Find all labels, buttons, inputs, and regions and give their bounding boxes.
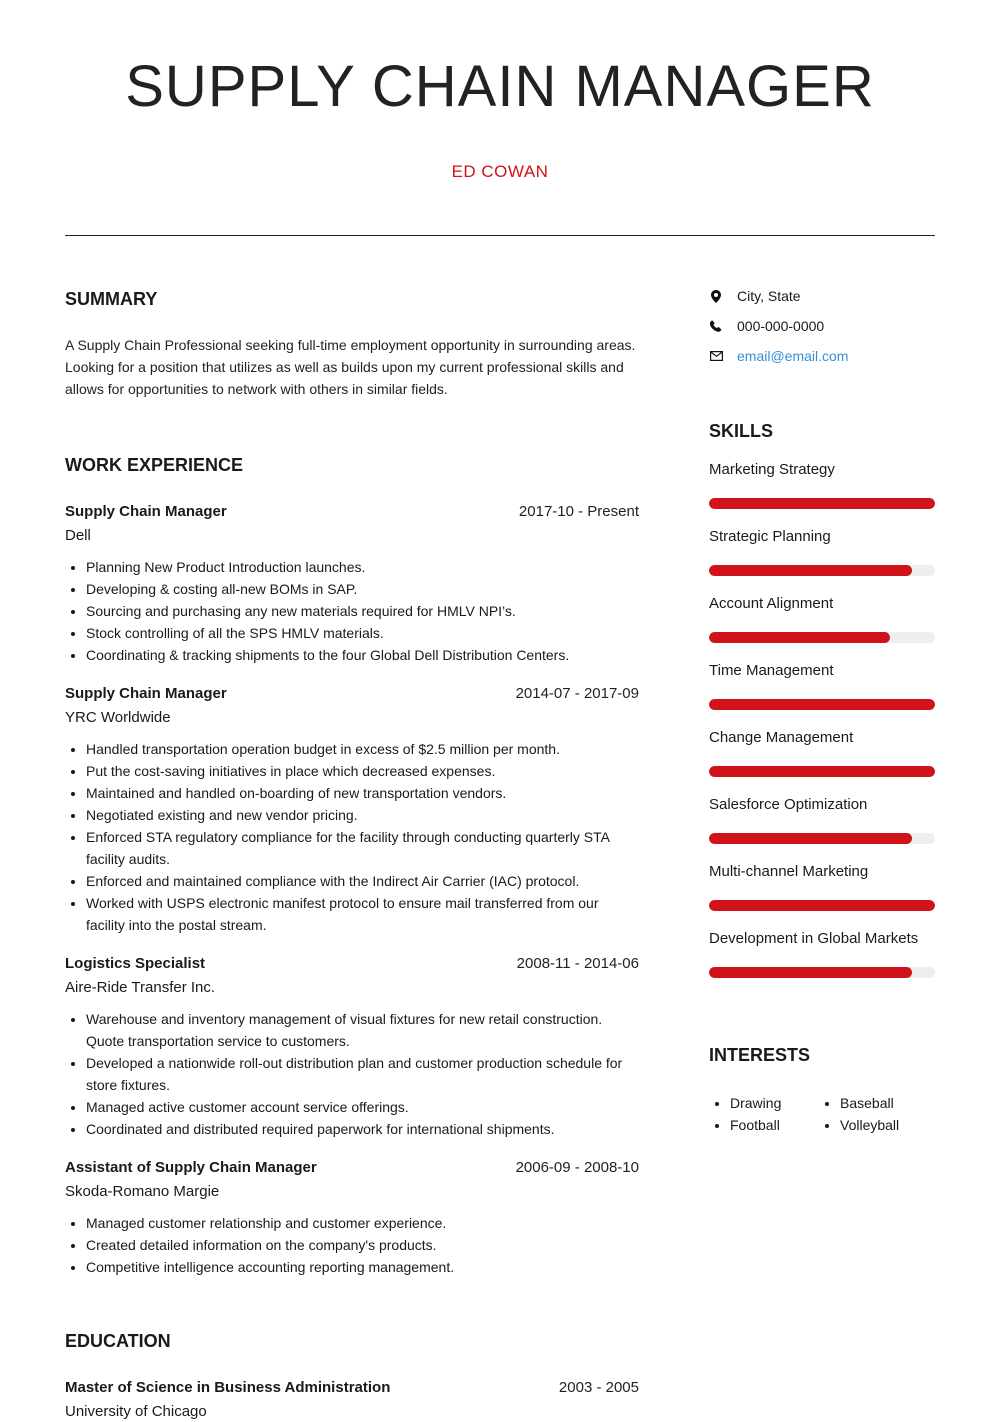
job-entry [65,954,639,1140]
skill-bar-track [709,766,935,777]
interests-list [709,1092,935,1136]
job-bullet: • Sourcing and purchasing any new materials required for HMLV NPI’s. [86,600,639,622]
job-bullet: • Negotiated existing and new vendor pricing. [86,804,639,826]
phone-text: 000-000-0000 [737,318,825,334]
interests-heading: INTERESTS [709,1045,811,1065]
job-bullet: • Competitive intelligence accounting reporting management. [86,1256,639,1278]
header-divider [65,235,935,236]
job-company: Skoda-Romano Margie [65,1183,220,1200]
skill-item [709,527,935,576]
education-degree: Master of Science in Business Administration [65,1379,391,1396]
interest-item: • Football [730,1114,819,1136]
job-bullet: • Coordinated and distributed required paperwork for international shipments. [86,1118,639,1140]
skill-bar-fill [709,632,890,643]
job-bullet: • Developing & costing all-new BOMs in SAP. [86,578,639,600]
skill-bar-track [709,833,935,844]
map-pin-icon [709,289,723,303]
skill-name: Strategic Planning [709,528,831,545]
skill-bar-track [709,632,935,643]
skills-list [709,460,935,978]
skill-bar-fill [709,699,935,710]
envelope-icon [709,349,723,363]
skill-name: Time Management [709,662,834,679]
job-bullet: • Handled transportation operation budget in excess of $2.5 million per month. [86,738,639,760]
job-entry [65,1158,639,1278]
sidebar [709,286,935,1136]
work-experience-heading: WORK EXPERIENCE [65,455,244,475]
education-heading: EDUCATION [65,1331,171,1351]
job-company: Dell [65,527,91,544]
skill-bar-fill [709,833,912,844]
skill-bar-track [709,900,935,911]
email-link[interactable]: email@email.com [737,348,849,364]
skill-bar-track [709,967,935,978]
interests-column [819,1092,929,1136]
interest-item: • Drawing [730,1092,819,1114]
education-dates: 2003 - 2005 [558,1379,639,1396]
job-company: YRC Worldwide [65,709,171,726]
skill-item [709,795,935,844]
skill-bar-fill [709,967,912,978]
skill-bar-fill [709,498,935,509]
skill-name: Change Management [709,729,854,746]
main-column [65,288,639,1422]
contact-email[interactable] [709,346,935,366]
job-bullets [65,1212,639,1278]
job-bullet: • Created detailed information on the company's products. [86,1234,639,1256]
job-bullet: • Coordinating & tracking shipments to the four Global Dell Distribution Centers. [86,644,639,666]
job-bullets [65,738,639,936]
skill-item [709,728,935,777]
location-text: City, State [737,288,801,304]
skill-bar-track [709,565,935,576]
job-role: Logistics Specialist [65,955,206,972]
phone-icon [709,319,723,333]
skill-bar-fill [709,565,912,576]
contact-phone [709,316,935,336]
skill-bar-fill [709,900,935,911]
candidate-name: ED COWAN [451,162,549,181]
job-bullet: • Planning New Product Introduction launches. [86,556,639,578]
job-bullet: • Managed customer relationship and customer experience. [86,1212,639,1234]
job-bullet: • Enforced STA regulatory compliance for the facility through conducting quarterly STA facility audits. [86,826,639,870]
job-bullets [65,556,639,666]
job-bullet: • Managed active customer account service offerings. [86,1096,639,1118]
skill-name: Marketing Strategy [709,461,835,478]
skill-item [709,661,935,710]
interest-item: • Volleyball [840,1114,929,1136]
job-role: Assistant of Supply Chain Manager [65,1159,317,1176]
job-company: Aire-Ride Transfer Inc. [65,979,216,996]
skill-name: Multi-channel Marketing [709,863,869,880]
skill-name: Development in Global Markets [709,930,919,947]
job-role: Supply Chain Manager [65,685,227,702]
job-bullet: • Stock controlling of all the SPS HMLV materials. [86,622,639,644]
interests-column [709,1092,819,1136]
skill-item [709,929,935,978]
job-bullet: • Put the cost-saving initiatives in place which decreased expenses. [86,760,639,782]
interest-item: • Baseball [840,1092,929,1114]
job-dates: 2008-11 - 2014-06 [516,955,639,972]
skill-name: Account Alignment [709,595,834,612]
job-entry [65,684,639,936]
skill-item [709,862,935,911]
skills-heading: SKILLS [709,421,774,441]
resume-title: SUPPLY CHAIN MANAGER [125,54,875,119]
skill-item [709,594,935,643]
job-bullets [65,1008,639,1140]
job-dates: 2017-10 - Present [518,503,639,520]
summary-text: A Supply Chain Professional seeking full-time employment opportunity in surrounding areas. Looking for a position that utilizes as well as builds upon my current professional skills and allows for opportunities to network with others in similar fields. [65,337,636,397]
job-bullet: • Enforced and maintained compliance with the Indirect Air Carrier (IAC) protocol. [86,870,639,892]
education-school: University of Chicago [65,1403,207,1420]
job-dates: 2014-07 - 2017-09 [515,685,639,702]
skill-bar-track [709,699,935,710]
education-entry [65,1378,639,1422]
job-role: Supply Chain Manager [65,503,227,520]
job-bullet: • Maintained and handled on-boarding of new transportation vendors. [86,782,639,804]
job-bullet: • Worked with USPS electronic manifest protocol to ensure mail transferred from our facility into the postal stream. [86,892,639,936]
contact-location [709,286,935,306]
summary-heading: SUMMARY [65,289,158,309]
job-bullet: • Warehouse and inventory management of visual fixtures for new retail construction. Quote transportation service to customers. [86,1008,639,1052]
skill-name: Salesforce Optimization [709,796,868,813]
skill-bar-fill [709,766,935,777]
skill-bar-track [709,498,935,509]
skill-item [709,460,935,509]
job-bullet: • Developed a nationwide roll-out distribution plan and customer production schedule for store fixtures. [86,1052,639,1096]
job-entry [65,502,639,666]
job-dates: 2006-09 - 2008-10 [515,1159,639,1176]
